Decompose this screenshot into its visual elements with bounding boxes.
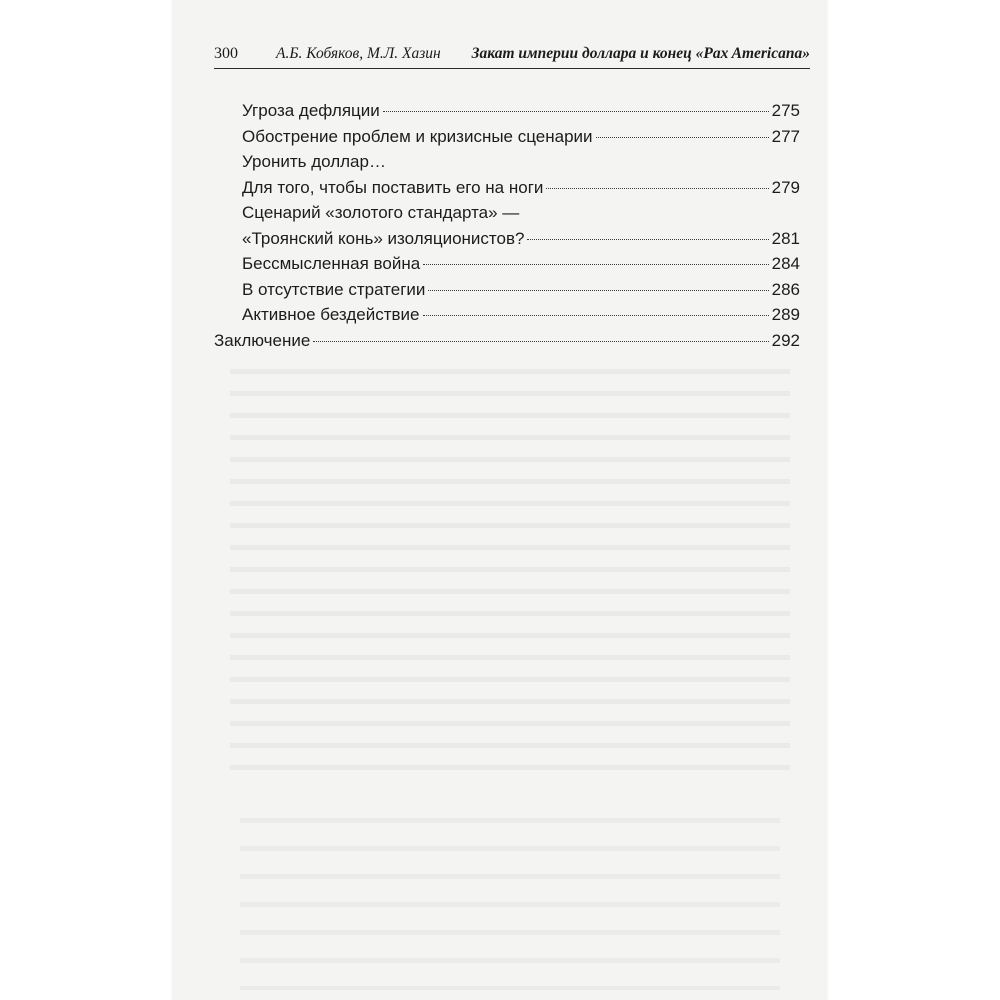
toc-entry-page: 286 xyxy=(771,279,800,299)
toc-entry xyxy=(214,277,800,303)
toc-leader-dots xyxy=(383,111,769,112)
toc-entry-title: Угроза дефляции xyxy=(242,101,380,120)
toc-entry xyxy=(214,251,800,277)
toc-leader-dots xyxy=(423,264,768,265)
header-book-title: Закат империи доллара и конец «Pax Americana» xyxy=(471,45,810,62)
header-authors: А.Б. Кобяков, М.Л. Хазин xyxy=(276,45,441,62)
toc-leader-dots xyxy=(428,290,768,291)
toc-entry-title: Заключение xyxy=(214,330,311,350)
toc-entry-page: 275 xyxy=(771,101,800,120)
toc-entry-title: Бессмысленная война xyxy=(242,254,421,273)
running-header xyxy=(214,44,810,68)
toc-entry-title: Сценарий «золотого стандарта» — xyxy=(242,203,520,222)
toc-entry-title: Для того, чтобы поставить его на ноги xyxy=(242,177,544,197)
show-through-text-lower xyxy=(240,800,780,990)
toc-leader-dots xyxy=(546,188,768,189)
toc-entry xyxy=(214,200,800,226)
toc-entry-title: Уронить доллар… xyxy=(242,152,386,171)
toc-entry xyxy=(214,226,800,252)
toc-entry xyxy=(214,175,800,201)
toc-entry-title: «Троянский конь» изоляционистов? xyxy=(242,228,525,248)
toc-entry-page: 281 xyxy=(771,228,800,248)
show-through-text xyxy=(230,355,790,775)
toc-entry-page: 279 xyxy=(771,177,800,197)
toc-entry-page: 292 xyxy=(771,330,800,350)
toc-leader-dots xyxy=(527,239,768,240)
header-rule xyxy=(214,68,810,69)
toc-entry-title: В отсутствие стратегии xyxy=(242,279,426,299)
toc-entry-title: Обострение проблем и кризисные сценарии xyxy=(242,126,593,146)
toc-leader-dots xyxy=(313,341,768,342)
toc-entry xyxy=(214,302,800,328)
toc-entry xyxy=(214,98,800,124)
toc-leader-dots xyxy=(596,137,769,138)
toc-entry-title: Активное бездействие xyxy=(242,305,420,324)
toc-entry xyxy=(214,149,800,175)
toc-entry-page: 284 xyxy=(771,254,800,273)
toc-entry xyxy=(214,124,800,150)
toc-entry-page: 289 xyxy=(771,305,800,324)
toc-entry xyxy=(214,328,800,354)
toc-entry-page: 277 xyxy=(771,126,800,146)
page-number: 300 xyxy=(214,45,238,62)
table-of-contents xyxy=(214,98,800,353)
toc-leader-dots xyxy=(423,315,769,316)
